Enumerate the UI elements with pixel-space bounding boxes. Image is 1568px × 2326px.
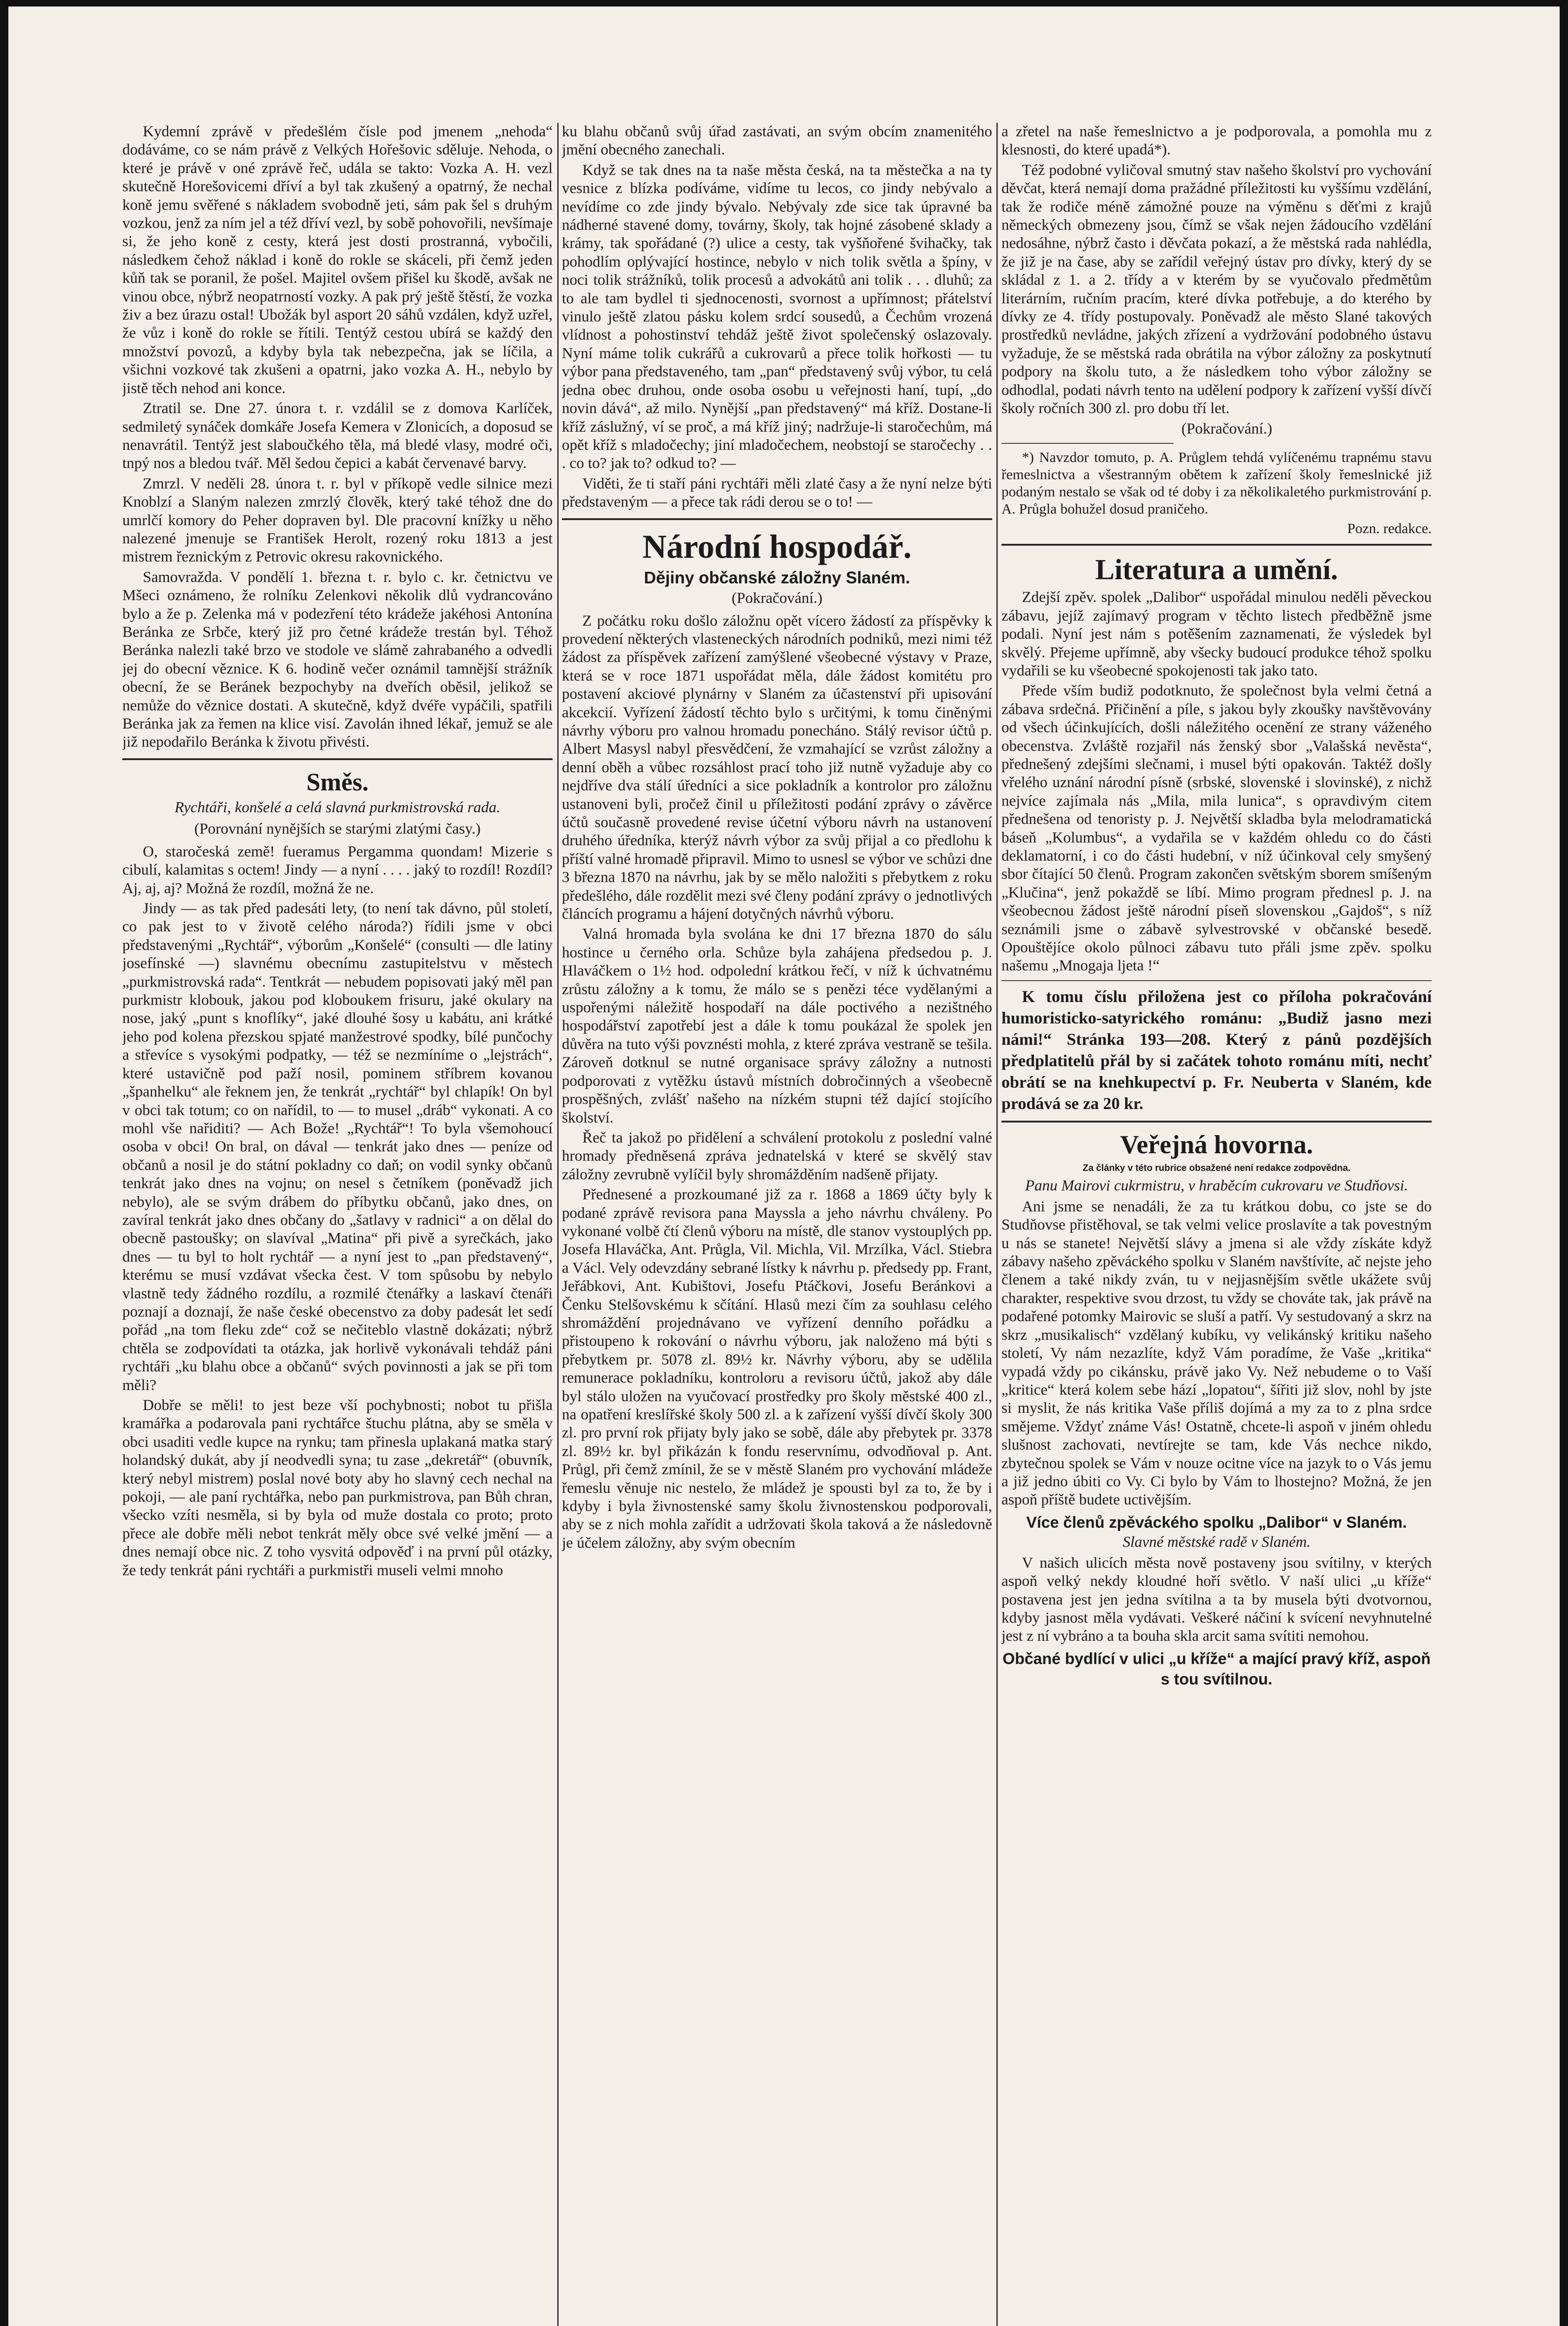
letter-signature: Více členů zpěváckého spolku „Dalibor“ v Slaném. [1026, 1513, 1407, 1531]
article-ztratil-se: Ztratil se. Dne 27. února t. r. vzdálil se z domova Karlíček, sedmiletý synáček domkáře Josefa Kemera v Zlonicích, a doposud se nenavrátil. Tentýž jest slaboučkého těla, má bledé vlasy, modré oči, tnpý nos a bledou tvář. Měl šedou čepici a kabát červenavé barvy. [122, 400, 553, 472]
feuilleton-paragraph: Když se tak dnes na ta naše města česká, na ta městečka a na ty vesnice z blízka podíváme, vidíme tu lecos, co jindy nebývalo a nevídíme co zde jindy bývalo. Nebývaly zde sice tak úpravné ba nádherné stavené domy, továrny, školy, tak hojné zásobené sklady a krámy, tak spořádané (?) ulice a cesty, tak vyšňořené švihačky, tak pohodlím oplývající hostince, nebylo v nich tolik světla a špíny, v noci tolik strážníků, tolik procesů a advokátů ani tolik . . . dluhů; za to ale tam bydlel ti sjednocenosti, svornost a upřímnost; přátelství vinulo ještě zlatou pásku kolem srdcí sousedů, a Čechům vrozená vlídnost a pohostinství tehdáž ještě život společenský oslazovaly. Nyní máme tolik cukrářů a cukrovarů a přece tolik hořkosti — tu výbor pana představeného, tam „pan“ představený svůj výbor, tu celá jedna obec druhou, onde osoba osobu u veřejnosti haní, tupí, „do novin dává“, až milo. Nynější „pan představený“ má kříž. Dostane-li kříž záslužný, ví se proč, a má kříž jiný; nadržuje-li staročechům, má opět kříž s mladočechy; jiní mladočechem, neobstojí se staročechy . . . co to? jak to? odkud to? — [562, 161, 992, 472]
section-heading-smes: Směs. [306, 768, 369, 796]
column-rule-1 [557, 123, 559, 2326]
article-paragraph: Valná hromada byla svolána ke dni 17 března 1870 do sálu hostince u černého orla. Schůze byla zahájena předsedou p. J. Hlaváčkem o 1½ hod. odpolední krátkou řečí, v níž k úchvatnému zrůstu záložny a k tomu, že málo se s penězi téce vydělanými a uspořenými náležitě hospodaří na dále poctivého a nezištného hospodářství zapotřebí jest a dále k tomu poukázal že spolek jen důvěra na tuto výši povznésti mohla, z které zpráva vestraně se tešila. Zároveň dotknul se nutné organisace správy záložny a nutnosti podporovati z vytěžku ústavů místních dobročinných a všeobecně prospěšných, zvlášť našeho na nízkém stupni též dající stojícího školství. [562, 926, 992, 1126]
feuilleton-continuation: ku blahu občanů svůj úřad zastávati, an svým obcím znamenitého jmění obecného zanechali. [562, 123, 992, 159]
column-economy [562, 123, 992, 2326]
column-culture [1001, 123, 1432, 2326]
supplement-notice-text: K tomu číslu přiložena jest co příloha pokračování humoristicko-satyrického románu: „Budiž jasno mezi námi!“ Stránka 193—208. Který z pánů pozdějších předplatitelů přál by si začátek tohoto románu míti, nechť obrátí se na knehkupectví p. Fr. Neuberta v Slaném, kde prodává se za 20 kr. [1001, 987, 1432, 1113]
column-local-news [122, 123, 553, 2326]
article-nehoda: Kydemní zprávě v předešlém čísle pod jmenem „nehoda“ dodáváme, co se nám právě z Velkých Hořešovic sděluje. Nehoda, o které je právě v oné zprávě řeč, udála se takto: Vozka A. H. vezl skutečně Horešovicemi dříví a byl tak zkušený a opatrný, že nechal koně jemu svěřené s nákladem svobodně jeti, sám pak šel s druhým vozkou, jenž za ním jel a též dříví vezl, by sobě pohovořili, nevšímaje si, že jeho koně z cesty, která jest dosti prostranná, vybočili, následkem čehož náklad i koně do rokle se skáceli, při čemž jeden kůň tak se poranil, že pošel. Majitel ovšem přišel ku škodě, avšak ne vinou obce, nýbrž neopatrností vozky. A pak prý ještě štěstí, že vozka živ a bez úrazu ostal! Ubožák byl asport 20 sáhů vzdálen, když uzřel, že vůz i koně do rokle se řítili. Tentýž cestou ubírá se každý den množství povozů, a kdyby byla tak nebezpečna, jak se líčila, a všichni vozkové tak zkušeni a opatrni, jako vozka A. H., nebylo by jistě těch nehod ani konce. [122, 123, 553, 397]
article-title-zalozna: Dějiny občanské záložny Slaném. [644, 568, 910, 587]
letter-address: Panu Mairovi cukrmistru, v hraběcím cukrovaru ve Studňovsi. [1025, 1177, 1408, 1194]
footnote: *) Navzdor tomuto, p. A. Průglem tehdá vylíčenému trapnému stavu řemeslnictva a všestranným obětem k zařízení školy řemeslnické již podaným nestalo se však od té doby i za několikaletého purkmistrování p. A. Průgla bohužel dosud praničeho. [1001, 448, 1432, 517]
letter-paragraph: Ani jsme se nenadáli, že za tu krátkou dobu, co jste se do Studňovse přistěhoval, se tak velmi velice proslavíte a tak povestným u nás se stanete! Největší slávy a jmena si ale vždy získáte když zábavy našeho zpěváckého spolku v Slaném navštívíte, ač nejste jeho členem a také nikdy zván, tu v nejjasnějším světle ukážete svůj charakter, respektive svou drzost, tu vždy se chováte tak, jak právě na podařené potomky Mairovic se sluší a patří. Vy sestudovaný a skrz na skrz „musikalisch“ vzdělaný kubíku, vy velikánský kritiku našeho století, Vy nám nezazlíte, když Vám poradíme, že Vaše „kritika“ vypadá vždy po cikánsku, právě jako Vy. Než nebudeme o to Vaší „kritice“ která kolem sebe hází „lopatou“, šířiti již slov, nohl by jste si myslit, že nás kritika Vaše příliš dojímá a my za to z plna srdce smějeme. Vždyť známe Vás! Ostatně, chcete-li aspoň v jiném ohledu slušnost zachovati, nevtírejte se tam, kde Vás nechce nikdo, zbytečnou spolek se Vám v nouze ocitne více na jazyk to o Vás jemu a již jedno úbiti co Vy. Ci bylo by Vám to lhostejno? Možná, že jen aspoň příště budete uctivějším. [1001, 1198, 1432, 1509]
article-paragraph: Řeč ta jakož po přidělení a schválení protokolu z poslední valné hromady předněsená zpráva jednatelská v které se skvělý stav záložny zevrubně vylíčil byly shromážděním nadšeně přijaty. [562, 1129, 992, 1183]
notice-divider [1001, 980, 1432, 981]
newspaper-page [8, 7, 1560, 2326]
section-heading-literatura: Literatura a umění. [1095, 554, 1338, 586]
continued-label: (Pokračování.) [1181, 420, 1273, 437]
article-paragraph: Zdejší zpěv. spolek „Dalibor“ uspořádal minulou neděli pěveckou zábavu, jejíž zajímavý program v těchto listech předběžně jsme podali. Nyní jest nám s potěšením zaznamenati, že výsledek byl skvělý. Přejeme upřímně, aby všecky budoucí produkce téhož spolku vydařili se ku všeobecné spokojenosti tak jako tato. [1001, 589, 1432, 679]
section-heading-narodni-hospodar: Národní hospodář. [642, 528, 912, 565]
feuilleton-paragraph: Viděti, že ti staří páni rychtáři měli zlaté časy a že nyní nelze býti představeným — a přece tak rádi derou se o to! — [562, 475, 992, 511]
article-zmrzl: Zmrzl. V neděli 28. února t. r. byl v příkopě vedle silnice mezi Knoblzí a Slaným nalezen zmrzlý člověk, který také téhož dne do umrlčí komory do Peher dopraven byl. Dle pracovní knížky u něho nalezené jmenuje se František Herolt, rozený roku 1813 a jest mistrem řeznickým z Petrovic okresu rakovnického. [122, 475, 553, 566]
supplement-notice [1001, 986, 1432, 1114]
section-divider [1001, 544, 1432, 546]
article-paragraph: Z počátku roku došlo záložnu opět vícero žádostí za příspěvky k provedení některých vlasteneckých národních podniků, mezi nimi též žádost za příspěvek zařízení zamýšlené všeobecné výstavy v Praze, která se v roce 1871 uspořádat měla, dále žádost komitétu pro postavení akciové plynárny v Slaném za účastenství při upisování akcekcií. Vyřízení žádostí těchto bylo s určitými, k tomu činěnými návrhy výboru pro valnou hromadu ponecháno. Stálý revisor účtů p. Albert Masysl nabyl přesvědčení, že vzmahající se vzrůst záložny a denní oběh a vůbec rozsáhlost prací toho již nutně vyžaduje aby co nejdříve dva stálí úředníci a sice pokladník a kontrolor pro záložnu ustanoveni byli, pročež činil u příležitosti podání zprávy o závěrce účtů současně provedené revise účetní výboru návrh na ustanovení druhého úředníka, kterýž návrh výbor za svůj přijal a co předlohu k příští valné hromadě připravil. Mimo to usnesl se výbor ve schůzi dne 3 března 1870 na návrhu, jak by se mělo naložiti s přebytkem z roku předešlého, dále rozdělit mezi své členy podání zprávy o jednotlivých článcích programu a hájení dotyčných návrhů výboru. [562, 612, 992, 923]
letter-paragraph: V našich ulicích města nově postaveny jsou svítilny, v kterých aspoň velký nekdy kloudné hoří světlo. V naší ulici „u kříže“ postavena jest jen jedna svítilna a ta by musela býti dvotvornou, kdyby jasnost měla vydávati. Veškeré náčiní k svícení nevyhnutelné jest z ní vybráno a ta bouha skla arcit sama svítiti nemohou. [1001, 1554, 1432, 1645]
feuilleton-paragraph: O, staročeská země! fueramus Pergamma quondam! Mizerie s cibulí, kalamitas s octem! Jindy — a nyní . . . . jaký to rozdíl! Rozdíl? Aj, aj, aj? Možná že rozdíl, možná že ne. [122, 843, 553, 897]
article-paragraph: Přednesené a prozkoumané již za r. 1868 a 1869 účty byly k podané zprávě revisora pana Mayssla a jeho návrhu chváleny. Po vykonané volbě čtí členů výboru na místě, dle stanov vystouplých pp. Josefa Hlaváčka, Ant. Průgla, Vil. Michla, Vil. Mrzílka, Václ. Stiebra a Václ. Vely odevzdány sebrané lístky k návrhu p. předsedy pp. Frant, Jeřábkovi, Ant. Kubištovi, Josefu Ptáčkovi, Josefu Beránkovi a Čenku Stelšovskému k sčítání. Hlasů mezi čím za souhlasu celého shromáždění projednávano ve vyřízení denního pořádku a přistoupeno k rokování o návrhu výboru, jak naloženo má býti s přebytkem pr. 5078 zl. 89½ kr. Návrhy výboru, aby se udělila remunerace pokladníku, kontroloru a revisoru účtů, jakož aby dále byl stálo uložen na vyučovací prostředky pro školy městské 400 zl., na opatření kreslířské školy 500 zl. a k zařízení vyšší dívčí školy 300 zl. pro první rok přijaty byly jako se sobě, dále aby přebytek pr. 3378 zl. 89½ kr. byl přikázán k fondu reservnímu, odvodňoval p. Ant. Průgl, při čemž zmínil, že se v městě Slaném pro vychování mládeže řemeslu věnuje nic nestelo, že mládež je spousti byl za to, že by i kdyby i byla živnostenské samy školu živnostenskou podporovali, aby se z nich mohla zařídit a udržovati škola taková a že následovně je účelem záložny, aby svým obecním [562, 1186, 992, 1551]
feuilleton-paragraph: Dobře se měli! to jest beze vší pochybnosti; nobot tu přišla kramářka a podarovala pani rychtářce štuchu plátna, aby se směla v obci usaditi vedle kupce na rynku; tam přinesla uplakaná matka starý holandský dukát, aby jí neodvedli syna; tu zase „dekretář“ (obuvník, který nebyl mistrem) poslal nové boty aby ho slavný cech nechal na pokoji, — ale paní rychtářka, nebo pan purkmistrova, pan Bůh chran, všecko vzíti nesměla, si by byla od muže dostala co proto; proto přece ale dobře měli nebot tenkrát měly obce své velké jmění — a dnes nemají obce nic. Z toho vysvitá odpověď i na první půl otázky, že tedy tenkrát páni rychtáři a purkmistři museli velmi mnoho [122, 1397, 553, 1579]
column-rule-2 [996, 123, 998, 2326]
section-divider [562, 518, 992, 520]
article-paragraph: Též podobné vyličoval smutný stav našeho školství pro vychování děvčat, která nemají doma pražádné příležitosti ku vyššímu vzdělání, tak že rodiče méně zámožné pouze na výměnu s děťmi z krajů německých obmezeny jsou, čímž se však nejen žádoucího vzdělání nedosáhne, nýbrž často i děvčata pokazí, a že městská rada nahlédla, že již je na čase, aby se zařídil veřejný ústav pro dívky, který dy se skládal z 1. a 2. třídy a v kterém by se vyučovalo předmětům literárním, ručním pracím, které dívka potřebuje, a do kterého by dívky ze 4. třídy postupovaly. Poněvadž ale město Slané takových prostředků nevládne, jakých zřízení a vydržování podobného ústavu vyžaduje, že se městská rada obrátila na výbor záložny za poskytnutí podpory na školu tuto, a že následkem toho výbor záložny se odhodlal, podati návrh tento na udělení podpory k zařízení vyšší dívčí školy ročních 300 zl. pro dobu tří let. [1001, 161, 1432, 417]
feuilleton-subtitle: (Porovnání nynějších se starými zlatými časy.) [194, 820, 481, 837]
footnote-divider [1001, 443, 1174, 444]
feuilleton-paragraph: Jindy — as tak před padesáti lety, (to není tak dávno, půl století, co pak jest to v životě celého národa?) řídili jsme v obci představenými „Rychtář“, výborům „Konšelé“ (consulti — dle latiny josefínské —) slavnému obecnímu zastupitelstvu v městech „purkmistrovská rada“. Tentkrát — nebudem popisovati jaký měl pan purkmistr klobouk, jakou pod kloboukem frisuru, jaké okulary na nose, jaký „punt s knoflíky“, jaké dlouhé šosy u kabátu, ani krátké jeho pod kolena přezskou spjaté manžestrové spodky, bílé punčochy a střevíce s vysokými podpatky, — též se nezmíníme o „lejstrách“, které ustavičně pod paží nosil, pominem stříbrem kovanou „španhelku“ ale řeknem jen, že tenkrát „rychtář“ byl chlapík! On byl v obci tak totum; co on nařídil, to — to musel „dráb“ vykonati. A co mohl vše nařiditi? — Ach Bože! „Rychtář“! To byla všemohoucí osoba v obci! On bral, on dával — tenkrát jako dnes — peníze od občanů a nosil je do státní pokladny co daň; on vodil synky občanů tenkrát jako dnes na vojnu; on nesel s četníkem (poněvadž jich nebylo), ale se svým drábem do příbytku občanů, jako dnes, on zavíral tenkrát jako dnes občany do „šatlavy v radnici“ a on dělal do obecně pastoušky; on slavíval „Matina“ při pivě a syrečkách, jako dnes — tu byl to holt rychtář — a nyní jest to „pan představený“, kterému se musí vzdávat všecka čest. V tom spůsobu by nebylo vlastně tedy žádného rozdílu, a rozmilé čtenářky a laskaví čtenáři poznají a doznají, že naše české obecenstvo za doby padesát let sedí pořád „na tom fleku zde“ což se nečiteblo vlastně dokázati; nýbrž chtěla se zodpovídati ta otázka, jak horlivě vykonávali tehdáž páni rychtáři „ku blahu obce a občanů“ svých povinnosti a jak se při tom měli? [122, 900, 553, 1394]
editor-note: Pozn. redakce. [1347, 520, 1432, 536]
article-continuation: a zřetel na naše řemeslnictvo a je podporovala, a pomohla mu z klesnosti, do které upadá*). [1001, 123, 1432, 159]
section-divider [1001, 1121, 1432, 1123]
article-samovrazda: Samovražda. V pondělí 1. března t. r. bylo c. kr. četnictvu ve Mšeci oznámeno, že rolníku Zelenkovi několik dlů vydrancováno bylo a že p. Zelenka má v podezření této krádeže jakéhosi Antonína Beránka ze Srbče, který již pro četné krádeže trestán byl. Téhož Beránka nalezli také brzo ve stodole ve slámě zahrabaného a odvedli jej do obecní věznice. K 6. hodině večer oznámil tamnější strážník obecní, že se Beránek bezpochyby na dveřích oběsil, jelikož se nemůže do věznice dostati. A skutečně, když dvéře vypáčili, spatřili Beránka jak za řemen na klice visí. Zavolán ihned lékař, jemuž se ale již nepodařilo Beránka k životu přivésti. [122, 568, 553, 751]
section-divider [122, 758, 553, 760]
continued-label: (Pokračování.) [731, 589, 823, 607]
section-heading-verejna-hovorna: Veřejná hovorna. [1120, 1130, 1313, 1159]
article-paragraph: Přede vším budiž podotknuto, že společnost byla velmi četná a zábava srdečná. Přičinění a píle, s jakou byly zkoušky navštěvovány od všech účinkujících, došli náležitého ocenění ze strany váženého obecenstva. Zvláště rozjařil nás ženský sbor „Valašská nevěsta“, přednešený zdejšími slečnami, i musel býti opakován. Taktéž došly vřelého uznání národní písně (srbské, slovenské i slovinské), z nichž nejvíce zajímala nás „Mila, mila lunica“, s opravdivým citem přednešena od tenoristy p. J. Největší skladba byla melodramatická báseň „Kolumbus“, a vydařila se v každém ohledu co do části deklamatorní, i co do části hudební, v níž účinkoval cely smyšený sbor čítající 50 členů. Program zakončen světským sborem smíšeným „Klučina“, jenž pokaždě se líbí. Mimo program přednesl p. J. na všeobecnou žádost ještě národní píseň slovenskou „Gajdoš“, s níž seznámili jsme o zábavě sylvestrovské v občanské besedě. Opouštějíce okolo půlnoci zábavu tuto přáli jsme zpěv. spolku našemu „Mnogaja ljeta !“ [1001, 682, 1432, 975]
letter-signature: Občané bydlící v ulici „u kříže“ a mající pravý kříž, aspoň s tou svítilnou. [1002, 1650, 1431, 1688]
letter-address: Slavné městské radě v Slaném. [1122, 1533, 1311, 1551]
feuilleton-title: Rychtáři, konšelé a celá slavná purkmistrovská rada. [174, 799, 500, 816]
rubric-disclaimer: Za články v této rubrice obsažené není redakce zodpovědna. [1082, 1163, 1351, 1173]
